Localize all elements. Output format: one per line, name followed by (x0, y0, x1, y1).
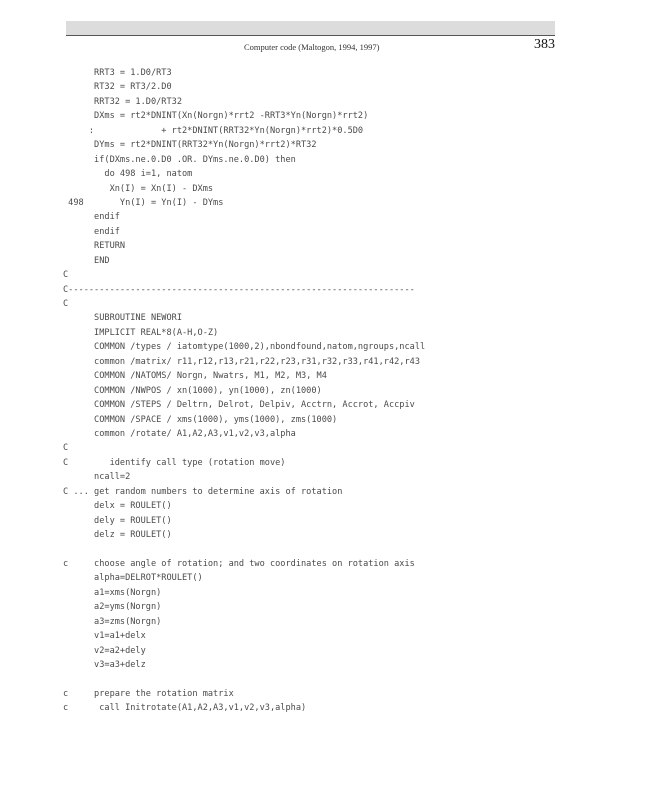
code-line: COMMON /NWPOS / xn(1000), yn(1000), zn(1000) (63, 385, 322, 396)
code-line: endif (63, 212, 120, 223)
code-line: C identify call type (rotation move) (63, 457, 286, 468)
header-band (66, 21, 555, 35)
code-line: a2=yms(Norgn) (63, 602, 162, 613)
code-line: Xn(I) = Xn(I) - DXms (63, 183, 214, 194)
code-line: 498 Yn(I) = Yn(I) - DYms (63, 197, 224, 208)
code-line: v3=a3+delz (63, 659, 146, 670)
code-line: C (63, 299, 69, 309)
code-line: C ... get random numbers to determine axis of rotation (63, 486, 343, 497)
code-line: if(DXms.ne.0.D0 .OR. DYms.ne.0.D0) then (63, 154, 296, 165)
code-line: C (63, 443, 69, 454)
code-line: DXms = rt2*DNINT(Xn(Norgn)*rrt2 -RRT3*Yn(Norgn)*rrt2) (63, 111, 369, 122)
code-line: endif (63, 226, 120, 237)
code-line: COMMON /SPACE / xms(1000), yms(1000), zms(1000) (63, 414, 338, 425)
code-line: c call Initrotate(A1,A2,A3,v1,v2,v3,alpha) (63, 703, 307, 714)
code-line: delz = ROULET() (63, 530, 172, 540)
code-line: a1=xms(Norgn) (63, 587, 162, 598)
code-line: do 498 i=1, natom (63, 169, 193, 180)
code-line: RETURN (63, 241, 126, 252)
code-line: END (63, 255, 110, 266)
code-line (63, 672, 583, 686)
code-line: COMMON /NATOMS/ Norgn, Nwatrs, M1, M2, M3, M4 (63, 371, 327, 382)
code-line: : + rt2*DNINT(RRT32*Yn(Norgn)*rrt2)*0.5D0 (63, 125, 364, 136)
code-line: c choose angle of rotation; and two coordinates on rotation axis (63, 558, 415, 569)
code-line: C (63, 270, 69, 281)
code-line: DYms = rt2*DNINT(RRT32*Yn(Norgn)*rrt2)*RT32 (63, 140, 317, 151)
code-line: common /rotate/ A1,A2,A3,v1,v2,v3,alpha (63, 428, 296, 439)
code-line: v1=a1+delx (63, 631, 146, 642)
code-line: C------------------------------------------------------------------- (63, 284, 415, 295)
code-line: IMPLICIT REAL*8(A-H,O-Z) (63, 327, 219, 338)
code-line: RRT32 = 1.D0/RT32 (63, 96, 182, 107)
code-line: RT32 = RT3/2.D0 (63, 82, 172, 93)
page-number: 383 (534, 37, 555, 52)
code-line: delx = ROULET() (63, 501, 172, 512)
code-line: c prepare the rotation matrix (63, 688, 234, 699)
code-line: RRT3 = 1.D0/RT3 (63, 68, 172, 78)
code-line: alpha=DELROT*ROULET() (63, 573, 203, 584)
header-rule (66, 35, 555, 36)
code-listing (63, 66, 583, 716)
code-line: COMMON /types / iatomtype(1000,2),nbondfound,natom,ngroups,ncall (63, 342, 426, 353)
running-head: Computer code (Maltogon, 1994, 1997) (244, 42, 380, 52)
code-line (63, 542, 583, 556)
code-line: a3=zms(Norgn) (63, 616, 162, 627)
code-line: v2=a2+dely (63, 645, 146, 656)
code-line: COMMON /STEPS / Deltrn, Delrot, Delpiv, Acctrn, Accrot, Accpiv (63, 400, 415, 411)
code-line: common /matrix/ r11,r12,r13,r21,r22,r23,r31,r32,r33,r41,r42,r43 (63, 356, 420, 367)
code-line: dely = ROULET() (63, 515, 172, 526)
code-line: ncall=2 (63, 472, 131, 483)
code-line: SUBROUTINE NEWORI (63, 313, 182, 324)
